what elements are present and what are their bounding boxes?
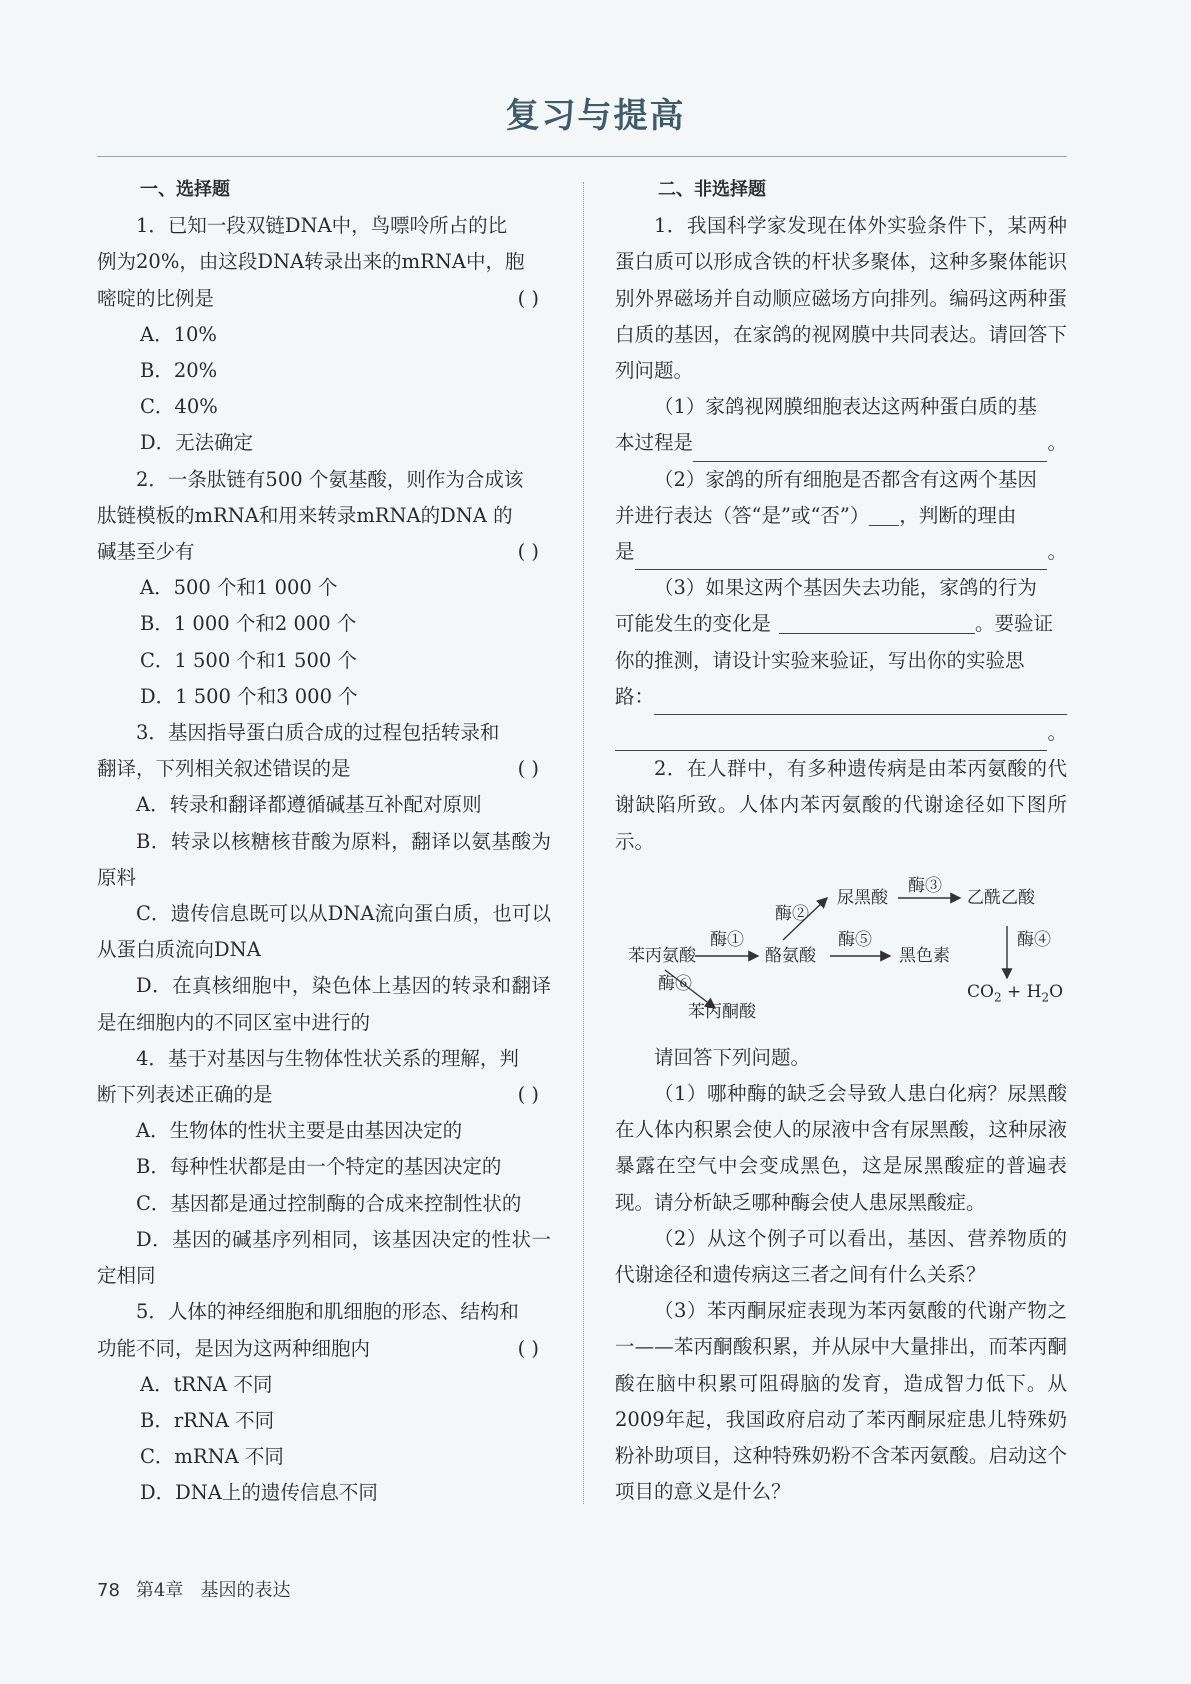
answer-paren: ( ) bbox=[517, 1336, 539, 1360]
q1-option-b: B．20% bbox=[140, 359, 218, 383]
q5-stem-tail: 功能不同，是因为这两种细胞内 ( ) bbox=[97, 1331, 551, 1367]
chapter-title: 基因的表达 bbox=[200, 1580, 291, 1601]
question-5 bbox=[97, 1294, 551, 1511]
q1-option-a: A．10% bbox=[140, 322, 217, 346]
eq1-sub3-answer: 可能发生的变化是 。要验证 bbox=[615, 606, 1067, 642]
q3-option-b: B．转录以核糖核苷酸为原料，翻译以氨基酸为原料 bbox=[97, 829, 551, 889]
q4-option-d: D．基因的碱基序列相同，该基因决定的性状一定相同 bbox=[97, 1227, 551, 1288]
eq1-sub1-answer: 本过程是 。 bbox=[615, 425, 1067, 461]
q4-stem-line: 4．基于对基因与生物体性状关系的理解，判 bbox=[136, 1046, 519, 1070]
right-column bbox=[615, 172, 1067, 1511]
q2-option-a: A．500 个和1 000 个 bbox=[140, 576, 338, 600]
eq1-sub3-line: 你的推测，请设计实验来验证，写出你的实验思 bbox=[615, 648, 1025, 672]
answer-paren: ( ) bbox=[517, 540, 539, 564]
q3-stem-tail: 翻译，下列相关叙述错误的是 ( ) bbox=[97, 751, 551, 787]
answer-blank[interactable] bbox=[693, 437, 1047, 462]
q1-stem-tail: 嘧啶的比例是 ( ) bbox=[97, 281, 551, 317]
chapter-number: 第4章 bbox=[135, 1580, 184, 1601]
eq1-sub3-idea-cont: 。 bbox=[615, 715, 1067, 751]
q5-option-c: C．mRNA 不同 bbox=[140, 1445, 284, 1469]
eq2-sub2: （2）从这个例子可以看出，基因、营养物质的代谢途径和遗传病这三者之间有什么关系？ bbox=[615, 1226, 1067, 1287]
q2-stem-line: 肽链模板的mRNA和用来转录mRNA的DNA 的 bbox=[97, 503, 513, 527]
left-column bbox=[97, 172, 551, 1512]
q5-stem-line: 5．人体的神经细胞和肌细胞的形态、结构和 bbox=[136, 1300, 519, 1324]
q5-option-b: B．rRNA 不同 bbox=[140, 1408, 275, 1432]
metabolic-pathway-diagram bbox=[615, 860, 1067, 1040]
answer-blank[interactable] bbox=[615, 726, 1047, 751]
label-enzyme-1: 酶① bbox=[710, 929, 744, 950]
eq1-sub2-reason: 是 。 bbox=[615, 534, 1067, 570]
q1-option-d: D．无法确定 bbox=[140, 431, 254, 455]
eq2-sub1: （1）哪种酶的缺乏会导致人患白化病？尿黑酸在人体内积累会使人的尿液中含有尿黑酸，这种尿液暴露在空气中会变成黑色，这是尿黑酸症的普遍表现。请分析缺乏哪种酶会使人患尿黑酸症。 bbox=[615, 1082, 1067, 1214]
node-phenylalanine: 苯丙氨酸 bbox=[628, 945, 696, 966]
page-footer bbox=[97, 1576, 291, 1602]
q4-option-b: B．每种性状都是由一个特定的基因决定的 bbox=[136, 1155, 502, 1179]
label-enzyme-3: 酶③ bbox=[908, 875, 942, 896]
q3-option-c: C．遗传信息既可以从DNA流向蛋白质，也可以从蛋白质流向DNA bbox=[97, 902, 551, 962]
answer-blank[interactable] bbox=[635, 545, 1048, 570]
essay-question-1 bbox=[615, 208, 1067, 751]
q1-option-c: C．40% bbox=[140, 395, 218, 419]
question-4 bbox=[97, 1041, 551, 1294]
q2-stem-tail: 碱基至少有 ( ) bbox=[97, 534, 551, 570]
answer-blank[interactable] bbox=[869, 501, 899, 526]
answer-blank[interactable] bbox=[654, 690, 1067, 715]
q2-stem-line: 2．一条肽链有500 个氨基酸，则作为合成该 bbox=[136, 467, 524, 491]
eq1-sub3-line: （3）如果这两个基因失去功能，家鸽的行为 bbox=[654, 576, 1037, 600]
node-homogentisic-acid: 尿黑酸 bbox=[837, 887, 888, 908]
page-number: 78 bbox=[97, 1580, 120, 1601]
q3-option-d: D．在真核细胞中，染色体上基因的转录和翻译是在细胞内的不同区室中进行的 bbox=[97, 974, 551, 1034]
q2-option-c: C．1 500 个和1 500 个 bbox=[140, 648, 357, 672]
q4-option-c: C．基因都是通过控制酶的合成来控制性状的 bbox=[136, 1191, 522, 1215]
q1-stem-line: 1．已知一段双链DNA中，鸟嘌呤所占的比 bbox=[136, 214, 508, 238]
q4-stem-tail: 断下列表述正确的是 ( ) bbox=[97, 1077, 551, 1113]
label-enzyme-4: 酶④ bbox=[1017, 929, 1051, 950]
node-tyrosine: 酪氨酸 bbox=[765, 945, 816, 966]
section-heading-choice: 一、选择题 bbox=[140, 179, 230, 200]
answer-paren: ( ) bbox=[517, 1083, 539, 1107]
q5-option-a: A．tRNA 不同 bbox=[140, 1372, 273, 1396]
q5-option-d: D．DNA上的遗传信息不同 bbox=[140, 1481, 378, 1505]
eq2-intro: 2．在人群中，有多种遗传病是由苯丙氨酸的代谢缺陷所致。人体内苯丙氨酸的代谢途径如下图所示。 bbox=[615, 757, 1067, 853]
essay-question-2 bbox=[615, 751, 1067, 1510]
q3-option-a: A．转录和翻译都遵循碱基互补配对原则 bbox=[136, 793, 482, 817]
answer-paren: ( ) bbox=[517, 757, 539, 781]
label-enzyme-2: 酶② bbox=[775, 903, 809, 924]
label-enzyme-6: 酶⑥ bbox=[658, 973, 692, 994]
q1-stem-line: 例为20%，由这段DNA转录出来的mRNA中，胞 bbox=[97, 250, 525, 274]
answer-paren: ( ) bbox=[517, 286, 539, 310]
q3-stem-line: 3．基因指导蛋白质合成的过程包括转录和 bbox=[136, 721, 500, 745]
eq1-sub2-answer: 并进行表达（答“是”或“否”） ，判断的理由 bbox=[615, 498, 1067, 534]
answer-blank[interactable] bbox=[779, 609, 975, 634]
eq1-sub3-idea: 路： bbox=[615, 679, 1067, 715]
question-3 bbox=[97, 715, 551, 1041]
node-co2-h2o: $CO_2 + H_2O$ bbox=[967, 981, 1064, 1005]
q2-option-b: B．1 000 个和2 000 个 bbox=[140, 612, 357, 636]
eq1-sub2-line: （2）家鸽的所有细胞是否都含有这两个基因 bbox=[654, 467, 1037, 491]
eq1-sub1-line: （1）家鸽视网膜细胞表达这两种蛋白质的基 bbox=[654, 395, 1037, 419]
node-acetoacetate: 乙酰乙酸 bbox=[967, 887, 1035, 908]
eq2-prompt: 请回答下列问题。 bbox=[654, 1045, 811, 1069]
question-1 bbox=[97, 208, 551, 461]
label-enzyme-5: 酶⑤ bbox=[838, 929, 872, 950]
page-title: 复习与提高 bbox=[505, 96, 686, 136]
q2-option-d: D．1 500 个和3 000 个 bbox=[140, 684, 358, 708]
node-melanin: 黑色素 bbox=[899, 945, 950, 966]
title-rule bbox=[97, 156, 1067, 157]
eq1-intro: 1．我国科学家发现在体外实验条件下，某两种蛋白质可以形成含铁的杆状多聚体，这种多聚体能识别外界磁场并自动顺应磁场方向排列。编码这两种蛋白质的基因，在家鸽的视网膜中共同表达。请回答下列问题。 bbox=[615, 214, 1067, 383]
question-2 bbox=[97, 462, 551, 715]
section-heading-nonchoice: 二、非选择题 bbox=[658, 179, 766, 200]
column-divider bbox=[583, 182, 584, 1504]
eq2-sub3: （3）苯丙酮尿症表现为苯丙氨酸的代谢产物之一——苯丙酮酸积累，并从尿中大量排出，而苯丙酮酸在脑中积累可阻碍脑的发育，造成智力低下。从2009年起，我国政府启动了苯丙酮尿症患儿特殊奶粉补助项目，这种特殊奶粉不含苯丙氨酸。启动这个项目的意义是什么？ bbox=[615, 1299, 1067, 1504]
node-phenylpyruvate: 苯丙酮酸 bbox=[688, 1001, 756, 1022]
q4-option-a: A．生物体的性状主要是由基因决定的 bbox=[136, 1119, 463, 1143]
